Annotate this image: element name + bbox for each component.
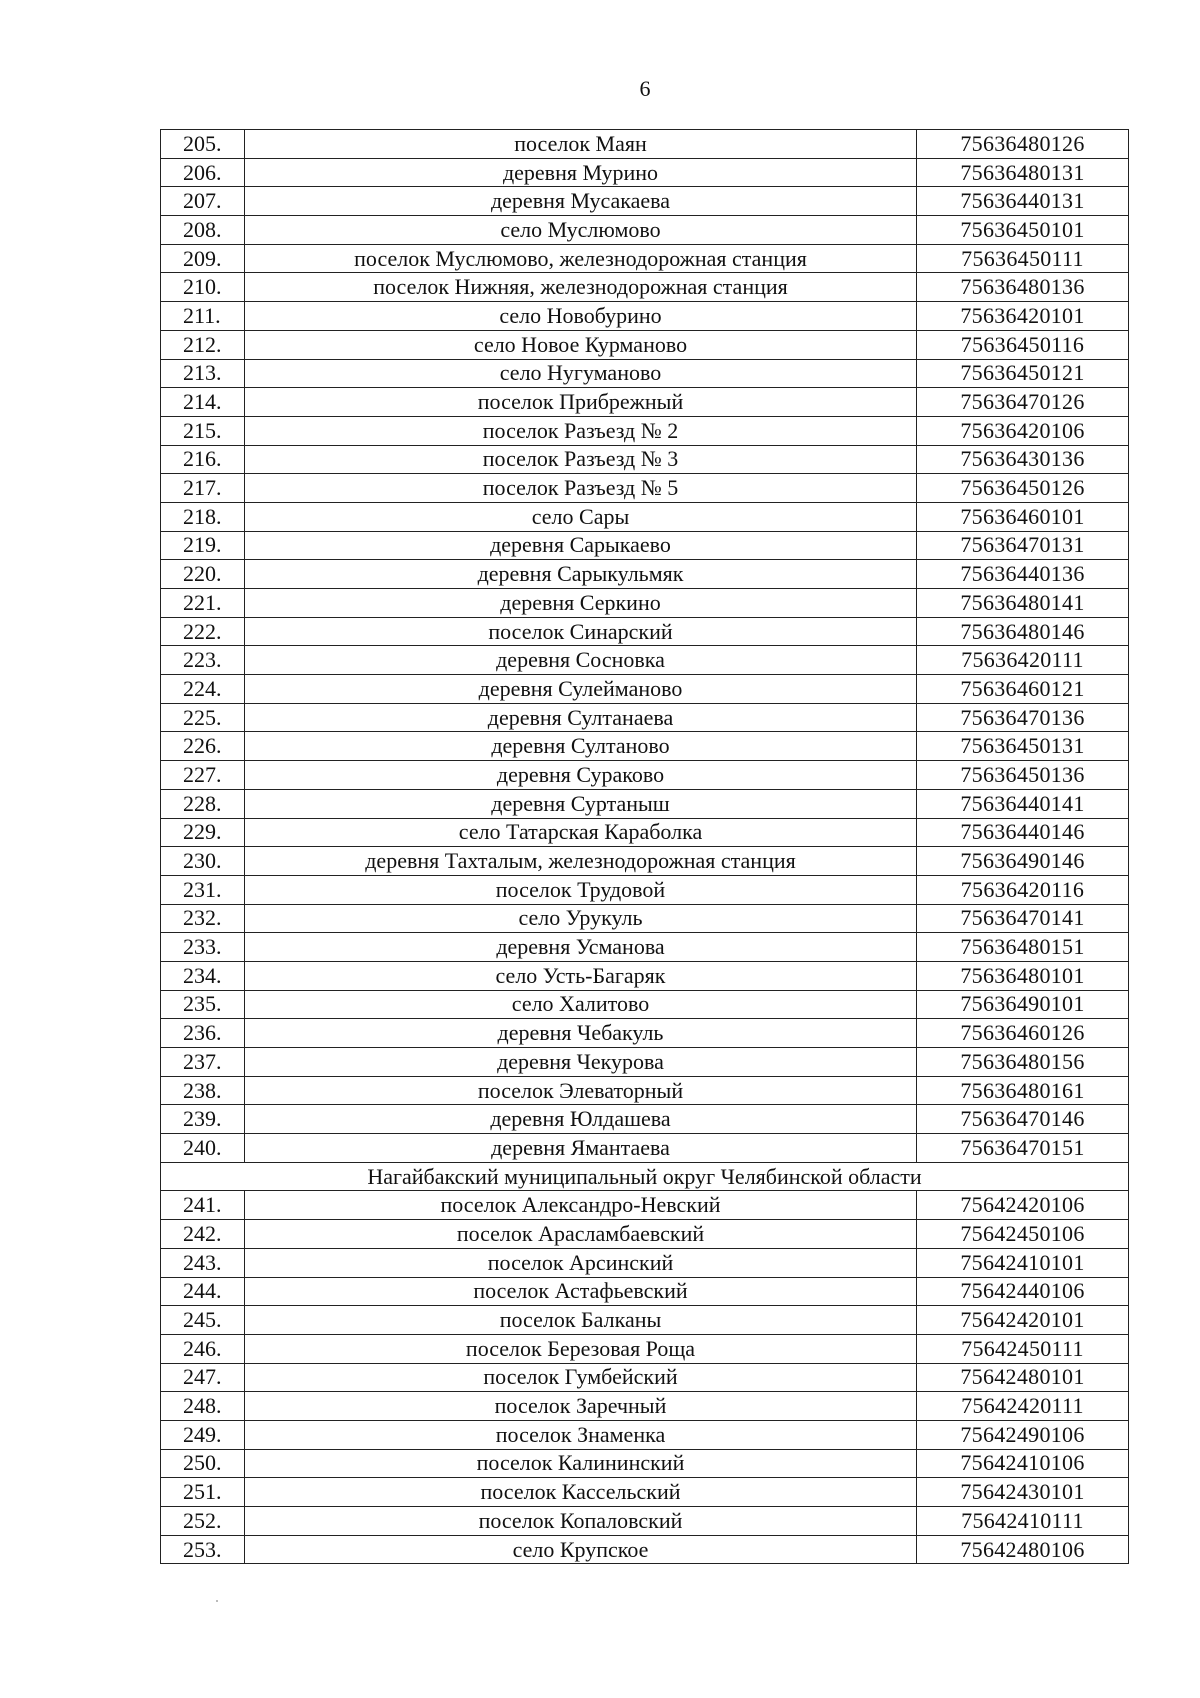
settlement-name-cell: деревня Мурино (245, 158, 917, 187)
table-row (161, 1507, 1129, 1536)
table-row (161, 1019, 1129, 1048)
oktmo-code-cell: 75636450111 (917, 244, 1129, 273)
oktmo-code-cell: 75636460101 (917, 502, 1129, 531)
scan-speck (216, 1600, 218, 1602)
settlement-name-cell: поселок Синарский (245, 617, 917, 646)
settlement-name-cell: село Муслюмово (245, 216, 917, 245)
settlement-name-cell: деревня Серкино (245, 589, 917, 618)
table-row (161, 1334, 1129, 1363)
settlement-name-cell: село Урукуль (245, 904, 917, 933)
settlement-name-cell: деревня Сураково (245, 761, 917, 790)
row-number-cell: 232. (161, 904, 245, 933)
row-number-cell: 249. (161, 1420, 245, 1449)
settlement-name-cell: поселок Разъезд № 5 (245, 474, 917, 503)
table-row (161, 761, 1129, 790)
row-number-cell: 222. (161, 617, 245, 646)
table-row (161, 732, 1129, 761)
oktmo-code-cell: 75636470126 (917, 388, 1129, 417)
oktmo-code-cell: 75642410106 (917, 1449, 1129, 1478)
oktmo-code-cell: 75636480151 (917, 933, 1129, 962)
oktmo-code-cell: 75636470136 (917, 703, 1129, 732)
settlement-name-cell: поселок Астафьевский (245, 1277, 917, 1306)
table-row (161, 216, 1129, 245)
table-row (161, 1248, 1129, 1277)
table-row (161, 1076, 1129, 1105)
oktmo-code-cell: 75642480101 (917, 1363, 1129, 1392)
oktmo-code-cell: 75642450106 (917, 1220, 1129, 1249)
settlement-name-cell: поселок Разъезд № 3 (245, 445, 917, 474)
oktmo-code-cell: 75636450116 (917, 330, 1129, 359)
table-row (161, 1392, 1129, 1421)
oktmo-code-cell: 75636440136 (917, 560, 1129, 589)
settlement-name-cell: поселок Кассельский (245, 1478, 917, 1507)
oktmo-code-cell: 75636480101 (917, 961, 1129, 990)
table-row (161, 818, 1129, 847)
settlement-name-cell: село Усть-Багаряк (245, 961, 917, 990)
row-number-cell: 244. (161, 1277, 245, 1306)
table-row (161, 502, 1129, 531)
settlement-name-cell: поселок Муслюмово, железнодорожная станция (245, 244, 917, 273)
oktmo-code-cell: 75636420116 (917, 875, 1129, 904)
settlement-name-cell: поселок Копаловский (245, 1507, 917, 1536)
table-row (161, 990, 1129, 1019)
table-row (161, 1478, 1129, 1507)
row-number-cell: 245. (161, 1306, 245, 1335)
settlement-name-cell: село Нугуманово (245, 359, 917, 388)
oktmo-code-cell: 75636440131 (917, 187, 1129, 216)
oktmo-code-cell: 75636470131 (917, 531, 1129, 560)
oktmo-code-cell: 75636470146 (917, 1105, 1129, 1134)
row-number-cell: 219. (161, 531, 245, 560)
row-number-cell: 209. (161, 244, 245, 273)
table-row (161, 187, 1129, 216)
row-number-cell: 225. (161, 703, 245, 732)
oktmo-code-cell: 75636490146 (917, 847, 1129, 876)
oktmo-code-cell: 75636460121 (917, 675, 1129, 704)
settlement-name-cell: деревня Ямантаева (245, 1134, 917, 1163)
section-title: Нагайбакский муниципальный округ Челябинской области (161, 1162, 1129, 1191)
row-number-cell: 252. (161, 1507, 245, 1536)
table-row (161, 1048, 1129, 1077)
oktmo-code-cell: 75642450111 (917, 1334, 1129, 1363)
table-row (161, 388, 1129, 417)
table-row (161, 933, 1129, 962)
table-row (161, 789, 1129, 818)
oktmo-code-cell: 75642420111 (917, 1392, 1129, 1421)
row-number-cell: 240. (161, 1134, 245, 1163)
table-row (161, 589, 1129, 618)
settlement-name-cell: поселок Трудовой (245, 875, 917, 904)
oktmo-code-cell: 75636480161 (917, 1076, 1129, 1105)
settlement-name-cell: поселок Калининский (245, 1449, 917, 1478)
table-row (161, 1191, 1129, 1220)
settlement-name-cell: деревня Султанаева (245, 703, 917, 732)
settlement-name-cell: деревня Мусакаева (245, 187, 917, 216)
settlement-name-cell: деревня Юлдашева (245, 1105, 917, 1134)
row-number-cell: 226. (161, 732, 245, 761)
settlement-name-cell: поселок Знаменка (245, 1420, 917, 1449)
table-row (161, 130, 1129, 159)
row-number-cell: 210. (161, 273, 245, 302)
oktmo-code-cell: 75642410101 (917, 1248, 1129, 1277)
table-row (161, 244, 1129, 273)
table-row (161, 1449, 1129, 1478)
row-number-cell: 205. (161, 130, 245, 159)
row-number-cell: 237. (161, 1048, 245, 1077)
oktmo-code-cell: 75636480136 (917, 273, 1129, 302)
row-number-cell: 238. (161, 1076, 245, 1105)
section-header-row (161, 1162, 1129, 1191)
table-row (161, 531, 1129, 560)
oktmo-code-cell: 75642430101 (917, 1478, 1129, 1507)
oktmo-code-cell: 75636450126 (917, 474, 1129, 503)
settlement-name-cell: село Сары (245, 502, 917, 531)
settlement-name-cell: поселок Балканы (245, 1306, 917, 1335)
row-number-cell: 208. (161, 216, 245, 245)
row-number-cell: 211. (161, 302, 245, 331)
row-number-cell: 239. (161, 1105, 245, 1134)
oktmo-code-cell: 75636480146 (917, 617, 1129, 646)
oktmo-code-cell: 75636470151 (917, 1134, 1129, 1163)
row-number-cell: 217. (161, 474, 245, 503)
settlement-name-cell: поселок Гумбейский (245, 1363, 917, 1392)
table-row (161, 359, 1129, 388)
row-number-cell: 215. (161, 416, 245, 445)
table-row (161, 646, 1129, 675)
settlements-table (160, 129, 1129, 1564)
row-number-cell: 246. (161, 1334, 245, 1363)
settlement-name-cell: поселок Арсинский (245, 1248, 917, 1277)
table-row (161, 560, 1129, 589)
settlement-name-cell: деревня Суртаныш (245, 789, 917, 818)
table-row (161, 330, 1129, 359)
table-row (161, 416, 1129, 445)
oktmo-code-cell: 75636440146 (917, 818, 1129, 847)
settlement-name-cell: поселок Прибрежный (245, 388, 917, 417)
oktmo-code-cell: 75642410111 (917, 1507, 1129, 1536)
table-row (161, 1105, 1129, 1134)
row-number-cell: 235. (161, 990, 245, 1019)
settlement-name-cell: деревня Сулейманово (245, 675, 917, 704)
row-number-cell: 206. (161, 158, 245, 187)
settlement-name-cell: деревня Сарыкульмяк (245, 560, 917, 589)
row-number-cell: 251. (161, 1478, 245, 1507)
row-number-cell: 223. (161, 646, 245, 675)
settlement-name-cell: деревня Тахталым, железнодорожная станция (245, 847, 917, 876)
table-row (161, 158, 1129, 187)
row-number-cell: 242. (161, 1220, 245, 1249)
settlement-name-cell: поселок Разъезд № 2 (245, 416, 917, 445)
row-number-cell: 218. (161, 502, 245, 531)
settlement-name-cell: деревня Султаново (245, 732, 917, 761)
settlement-name-cell: поселок Маян (245, 130, 917, 159)
row-number-cell: 227. (161, 761, 245, 790)
row-number-cell: 224. (161, 675, 245, 704)
settlement-name-cell: деревня Чебакуль (245, 1019, 917, 1048)
table-row (161, 302, 1129, 331)
oktmo-code-cell: 75636450131 (917, 732, 1129, 761)
oktmo-code-cell: 75636490101 (917, 990, 1129, 1019)
row-number-cell: 231. (161, 875, 245, 904)
table-row (161, 273, 1129, 302)
settlement-name-cell: поселок Заречный (245, 1392, 917, 1421)
settlement-name-cell: деревня Чекурова (245, 1048, 917, 1077)
oktmo-code-cell: 75642490106 (917, 1420, 1129, 1449)
row-number-cell: 253. (161, 1535, 245, 1564)
oktmo-code-cell: 75636450101 (917, 216, 1129, 245)
settlement-name-cell: поселок Александро-Невский (245, 1191, 917, 1220)
settlement-name-cell: деревня Сарыкаево (245, 531, 917, 560)
oktmo-code-cell: 75642420106 (917, 1191, 1129, 1220)
settlement-name-cell: село Татарская Караболка (245, 818, 917, 847)
row-number-cell: 207. (161, 187, 245, 216)
table-row (161, 445, 1129, 474)
settlements-table-container (160, 129, 1128, 1564)
settlement-name-cell: деревня Усманова (245, 933, 917, 962)
oktmo-code-cell: 75636480156 (917, 1048, 1129, 1077)
oktmo-code-cell: 75636460126 (917, 1019, 1129, 1048)
table-row (161, 904, 1129, 933)
oktmo-code-cell: 75636450136 (917, 761, 1129, 790)
table-row (161, 1220, 1129, 1249)
row-number-cell: 229. (161, 818, 245, 847)
row-number-cell: 243. (161, 1248, 245, 1277)
table-row (161, 1363, 1129, 1392)
table-row (161, 617, 1129, 646)
row-number-cell: 233. (161, 933, 245, 962)
row-number-cell: 230. (161, 847, 245, 876)
page-number: 6 (639, 76, 651, 101)
row-number-cell: 247. (161, 1363, 245, 1392)
table-row (161, 1134, 1129, 1163)
oktmo-code-cell: 75642440106 (917, 1277, 1129, 1306)
table-row (161, 703, 1129, 732)
row-number-cell: 234. (161, 961, 245, 990)
table-row (161, 961, 1129, 990)
table-row (161, 847, 1129, 876)
settlement-name-cell: село Новобурино (245, 302, 917, 331)
settlement-name-cell: село Новое Курманово (245, 330, 917, 359)
row-number-cell: 212. (161, 330, 245, 359)
oktmo-code-cell: 75636480141 (917, 589, 1129, 618)
table-row (161, 675, 1129, 704)
oktmo-code-cell: 75636440141 (917, 789, 1129, 818)
settlements-table-body (161, 130, 1129, 1564)
row-number-cell: 250. (161, 1449, 245, 1478)
settlement-name-cell: поселок Березовая Роща (245, 1334, 917, 1363)
row-number-cell: 241. (161, 1191, 245, 1220)
oktmo-code-cell: 75636470141 (917, 904, 1129, 933)
oktmo-code-cell: 75636420106 (917, 416, 1129, 445)
table-row (161, 1277, 1129, 1306)
oktmo-code-cell: 75636450121 (917, 359, 1129, 388)
oktmo-code-cell: 75642480106 (917, 1535, 1129, 1564)
table-row (161, 1535, 1129, 1564)
table-row (161, 474, 1129, 503)
row-number-cell: 216. (161, 445, 245, 474)
row-number-cell: 248. (161, 1392, 245, 1421)
oktmo-code-cell: 75642420101 (917, 1306, 1129, 1335)
settlement-name-cell: поселок Элеваторный (245, 1076, 917, 1105)
row-number-cell: 214. (161, 388, 245, 417)
oktmo-code-cell: 75636430136 (917, 445, 1129, 474)
settlement-name-cell: поселок Нижняя, железнодорожная станция (245, 273, 917, 302)
row-number-cell: 228. (161, 789, 245, 818)
row-number-cell: 236. (161, 1019, 245, 1048)
table-row (161, 875, 1129, 904)
row-number-cell: 220. (161, 560, 245, 589)
oktmo-code-cell: 75636420111 (917, 646, 1129, 675)
settlement-name-cell: поселок Арасламбаевский (245, 1220, 917, 1249)
settlement-name-cell: село Крупское (245, 1535, 917, 1564)
oktmo-code-cell: 75636480126 (917, 130, 1129, 159)
oktmo-code-cell: 75636420101 (917, 302, 1129, 331)
table-row (161, 1306, 1129, 1335)
settlement-name-cell: село Халитово (245, 990, 917, 1019)
row-number-cell: 221. (161, 589, 245, 618)
row-number-cell: 213. (161, 359, 245, 388)
settlement-name-cell: деревня Сосновка (245, 646, 917, 675)
table-row (161, 1420, 1129, 1449)
oktmo-code-cell: 75636480131 (917, 158, 1129, 187)
